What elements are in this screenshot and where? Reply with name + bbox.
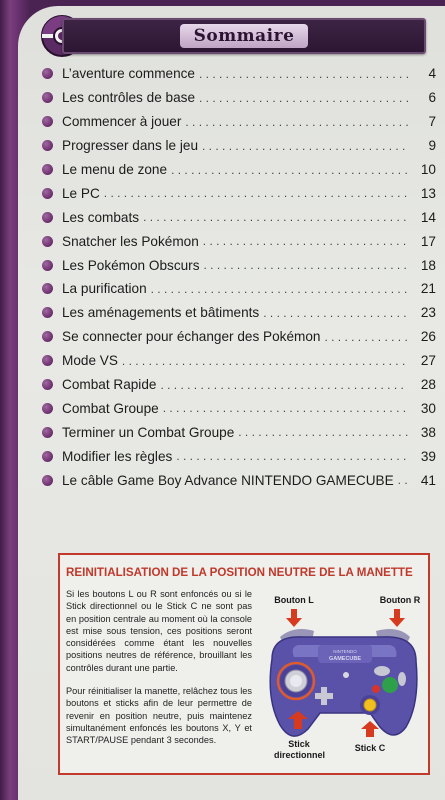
page-title <box>64 20 424 56</box>
toc-item <box>40 420 436 444</box>
toc-page-number: 41 <box>420 472 436 488</box>
toc-item-label: Les combats <box>62 209 140 225</box>
dot-leader <box>324 330 408 344</box>
toc-page-number: 4 <box>428 66 436 82</box>
toc-page-number: 13 <box>420 185 436 201</box>
toc-page-number: 7 <box>428 114 436 130</box>
toc-item-label: Combat Groupe <box>62 400 159 416</box>
arrow-up-icon <box>361 721 379 737</box>
dot-leader <box>185 115 408 129</box>
toc-item-label: Terminer un Combat Groupe <box>62 424 235 440</box>
reset-note-box <box>58 553 430 775</box>
toc-item <box>40 301 436 325</box>
bullet-icon <box>42 379 53 390</box>
bullet-icon <box>42 260 53 271</box>
bullet-icon <box>42 283 53 294</box>
note-paragraph-2: Pour réinitialiser la manette, relâchez tous les boutons et sticks afin de leur permettre de revenir en position neutre, puis maintenez simultanément enfoncés les boutons X, Y et START/PAUSE pendant 3 secondes. <box>66 686 252 746</box>
label-stick-c: Stick C <box>354 743 386 753</box>
dot-leader <box>163 401 408 415</box>
dot-leader <box>151 282 408 296</box>
arrow-down-icon <box>389 609 405 627</box>
table-of-contents <box>40 62 436 492</box>
dot-leader <box>238 425 408 439</box>
c-stick-icon <box>360 695 380 715</box>
bullet-icon <box>42 427 53 438</box>
toc-item <box>40 277 436 301</box>
bullet-icon <box>42 164 53 175</box>
toc-page-number: 27 <box>420 353 436 369</box>
toc-item <box>40 134 436 158</box>
bullet-icon <box>42 355 53 366</box>
toc-item-label: L’aventure commence <box>62 66 195 82</box>
toc-page-number: 18 <box>420 257 436 273</box>
bullet-icon <box>42 236 53 247</box>
start-button-icon <box>343 672 349 678</box>
bullet-icon <box>42 403 53 414</box>
bullet-icon <box>42 92 53 103</box>
dot-leader <box>176 449 408 463</box>
toc-item-label: Progresser dans le jeu <box>62 138 199 154</box>
toc-item-label: La purification <box>62 281 147 297</box>
toc-item-label: Commencer à jouer <box>62 114 182 130</box>
control-stick-icon <box>278 663 314 699</box>
arrow-down-icon <box>286 609 302 627</box>
toc-item <box>40 253 436 277</box>
toc-item-label: Le menu de zone <box>62 162 168 177</box>
toc-item-label: Snatcher les Pokémon <box>62 233 199 249</box>
header-bar <box>62 18 426 54</box>
toc-page-number: 9 <box>428 138 436 154</box>
toc-page-number: 23 <box>420 305 436 321</box>
toc-item-label: Les contrôles de base <box>62 90 196 106</box>
toc-item <box>40 158 436 182</box>
toc-page-number: 6 <box>428 90 436 106</box>
toc-item-label: Le câble Game Boy Advance NINTENDO GAMECUBE <box>62 472 394 488</box>
toc-item-label: Les Pokémon Obscurs <box>62 257 200 273</box>
dot-leader <box>199 91 408 105</box>
toc-item-label: Combat Rapide <box>62 377 157 393</box>
toc-page-number: 17 <box>420 233 436 249</box>
toc-item <box>40 110 436 134</box>
toc-page-number: 21 <box>420 281 436 297</box>
toc-page-number: 38 <box>420 424 436 440</box>
bullet-icon <box>42 475 53 486</box>
bullet-icon <box>42 331 53 342</box>
bullet-icon <box>42 140 53 151</box>
toc-item <box>40 373 436 397</box>
toc-page-number: 26 <box>420 329 436 345</box>
brand-line-1: NINTENDO <box>333 649 357 654</box>
dot-leader <box>263 306 408 320</box>
bullet-icon <box>42 451 53 462</box>
dot-leader <box>202 139 408 153</box>
dot-leader <box>203 234 408 248</box>
dot-leader <box>143 210 408 224</box>
toc-page-number: 39 <box>420 448 436 464</box>
toc-item-label: Modifier les règles <box>62 448 173 464</box>
label-bouton-r: Bouton R <box>379 595 421 605</box>
note-paragraph-1: Si les boutons L ou R sont enfoncés ou si le Stick directionnel ou le Stick C ne sont pas en position centrale au moment où la console est mise sous tension, ces positions seront considérées comme étant les nouvelles positions neutres de référence, brouillant les contrôles durant une partie. <box>66 589 252 673</box>
toc-item <box>40 62 436 86</box>
page-title-text: Sommaire <box>180 24 309 48</box>
toc-page-number: 28 <box>420 377 436 393</box>
brand-line-2: GAMECUBE <box>328 656 362 662</box>
toc-item <box>40 205 436 229</box>
toc-page-number: 10 <box>420 162 436 177</box>
toc-item-label: Le PC <box>62 185 100 201</box>
label-stick-directionnel: Stick directionnel <box>274 739 326 760</box>
toc-item <box>40 444 436 468</box>
dot-leader <box>104 186 408 200</box>
toc-page-number: 30 <box>420 400 436 416</box>
label-bouton-l: Bouton L <box>274 595 314 605</box>
toc-item-label: Les aménagements et bâtiments <box>62 305 260 321</box>
bullet-icon <box>42 212 53 223</box>
controller-diagram <box>258 587 430 775</box>
toc-item <box>40 349 436 373</box>
toc-page-number: 14 <box>420 209 436 225</box>
toc-item <box>40 468 436 492</box>
dot-leader <box>171 163 408 177</box>
toc-item <box>40 229 436 253</box>
bullet-icon <box>42 68 53 79</box>
toc-item <box>40 86 436 110</box>
toc-item-label: Mode VS <box>62 353 118 369</box>
bullet-icon <box>42 116 53 127</box>
bullet-icon <box>42 188 53 199</box>
dot-leader <box>160 378 408 392</box>
bullet-icon <box>42 307 53 318</box>
dot-leader <box>398 473 408 487</box>
dot-leader <box>204 258 408 272</box>
toc-item <box>40 181 436 205</box>
dot-leader <box>199 67 408 81</box>
toc-item <box>40 396 436 420</box>
dot-leader <box>122 354 408 368</box>
note-title: REINITIALISATION DE LA POSITION NEUTRE DE LA MANETTE <box>66 566 413 579</box>
section-header <box>40 14 430 58</box>
toc-item-label: Se connecter pour échanger des Pokémon <box>62 329 321 345</box>
toc-item <box>40 325 436 349</box>
